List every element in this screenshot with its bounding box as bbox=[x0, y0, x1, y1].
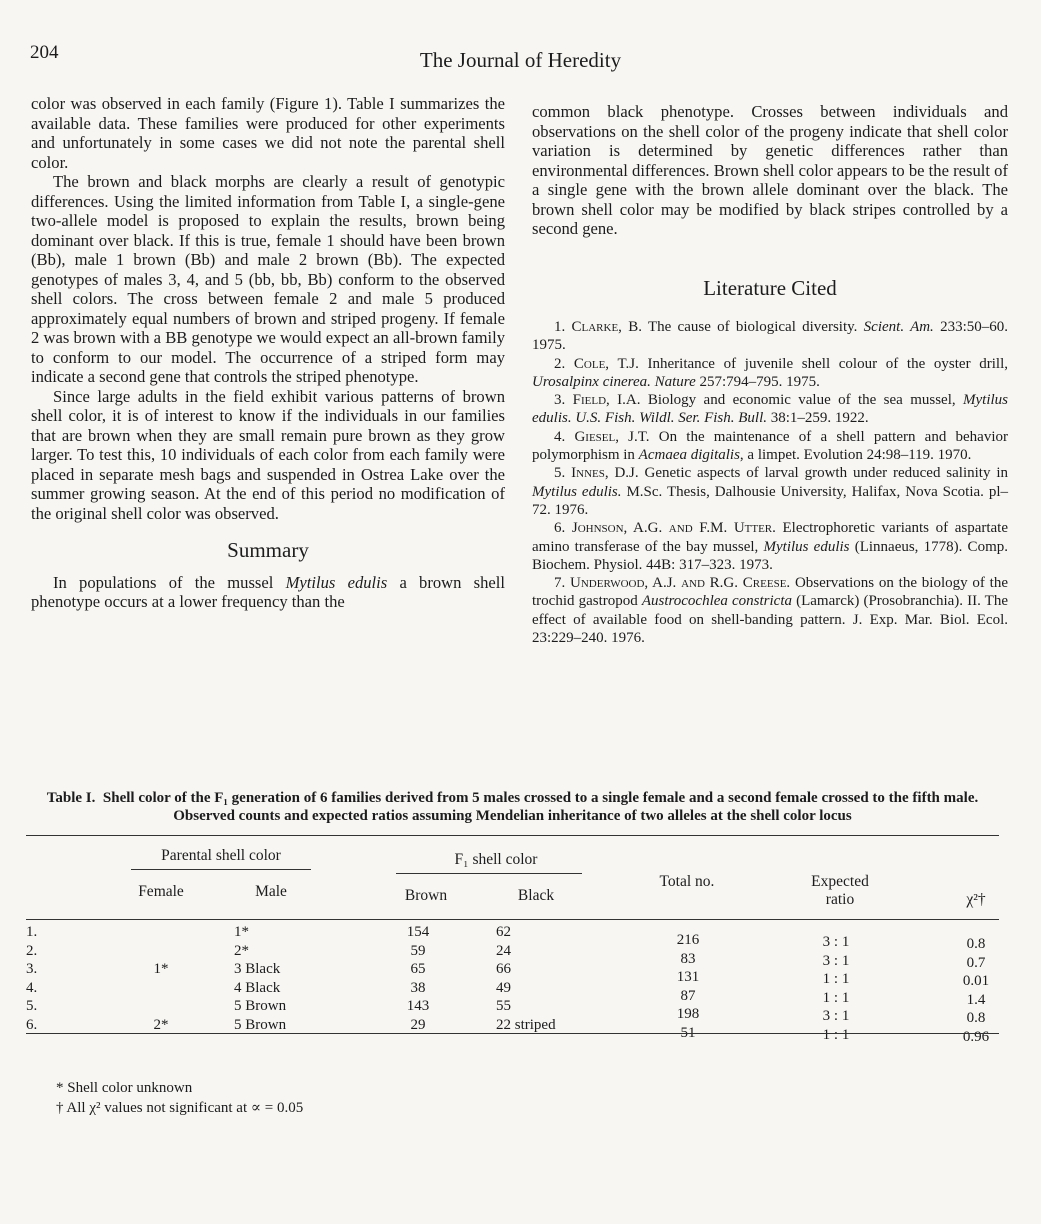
table-cell-ratio: 3 : 1 bbox=[822, 1008, 850, 1024]
table-cell-total: 198 bbox=[676, 1006, 700, 1022]
table-cell-brown: 38 bbox=[410, 979, 426, 996]
reference-title: On the maintenance of a shell pattern and behavior polymorphism in bbox=[532, 428, 1009, 464]
reference-title: Biology and economic value of the sea mussel, bbox=[640, 392, 963, 409]
reference-title: Observations on the biology of the trochid gastropod bbox=[532, 575, 1008, 610]
table-cell-brown: 65 bbox=[410, 961, 426, 977]
table-cell-black: 24 bbox=[496, 942, 511, 959]
summary-heading: Summary bbox=[227, 538, 309, 562]
table-cell-n: 3. bbox=[26, 961, 38, 977]
reference-title: Genetic aspects of larval growth under reduced salinity in bbox=[638, 465, 1009, 482]
table-cell-brown: 143 bbox=[406, 998, 430, 1014]
table-cell-n: 4. bbox=[26, 979, 38, 996]
reference-item bbox=[532, 391, 1008, 428]
reference-author: Innes, D.J. bbox=[571, 465, 639, 482]
table-body bbox=[26, 835, 999, 1051]
reference-author: Johnson, A.G. and F.M. Utter. bbox=[571, 520, 776, 537]
table-cell-black: 62 bbox=[496, 924, 511, 940]
reference-item bbox=[532, 464, 1008, 519]
paragraph: color was observed in each family (Figure 1). Table I summarizes the available data. These families were produced for other experiments and unfortunately in some cases we did not note the parental shell color. bbox=[31, 94, 505, 172]
reference-item bbox=[532, 355, 1008, 392]
table-cell-ratio: 3 : 1 bbox=[822, 934, 850, 950]
left-column bbox=[31, 94, 505, 612]
header-total: Total no. bbox=[659, 873, 715, 890]
table-cell-male: 3 Black bbox=[234, 961, 281, 977]
header-parental: Parental shell color bbox=[161, 847, 281, 864]
reference-number: 3. bbox=[554, 392, 573, 409]
table-cell-chi: 0.7 bbox=[966, 954, 986, 971]
table-cell-brown: 29 bbox=[410, 1016, 426, 1033]
reference-italic: Mytilus edulis. bbox=[532, 483, 622, 500]
reference-italic: Mytilus edulis. U.S. Fish. Wildl. Ser. Fish. Bull. bbox=[532, 392, 1008, 427]
reference-author: Giesel, J.T. bbox=[574, 428, 650, 445]
table-cell-ratio: 1 : 1 bbox=[822, 971, 850, 987]
table-label: Table I. bbox=[46, 790, 96, 806]
table-cell-male: 4 Black bbox=[234, 979, 281, 996]
reference-author: Field, I.A. bbox=[572, 392, 641, 409]
table-cell-total: 83 bbox=[680, 950, 696, 967]
table-cell-chi: 1.4 bbox=[966, 991, 986, 1008]
reference-source: 38:1–259. 1922. bbox=[767, 410, 869, 427]
reference-number: 4. bbox=[554, 428, 575, 445]
reference-list bbox=[532, 318, 1008, 647]
header-f1: F₁ shell color bbox=[454, 851, 538, 868]
table-cell-male: 1* bbox=[234, 924, 249, 940]
header-rule bbox=[26, 919, 999, 920]
footnote-significance: † All χ² values not significant at ∝ = 0.05 bbox=[56, 1100, 304, 1116]
reference-number: 6. bbox=[554, 520, 572, 537]
header-brown: Brown bbox=[404, 887, 448, 904]
header-chi-square: χ²† bbox=[966, 891, 986, 908]
table-cell-black: 66 bbox=[496, 961, 511, 977]
table-cell-total: 131 bbox=[676, 969, 700, 985]
table-cell-total: 51 bbox=[680, 1024, 696, 1041]
table-1 bbox=[26, 790, 999, 1116]
table-cell-ratio: 1 : 1 bbox=[822, 1026, 850, 1043]
reference-source: , a limpet. Evolution 24:98–119. 1970. bbox=[739, 447, 972, 464]
table-cell-brown: 59 bbox=[410, 942, 426, 959]
reference-source: M.Sc. Thesis, Dalhousie University, Halifax, Nova Scotia. pl–72. 1976. bbox=[532, 483, 1009, 518]
reference-italic: Urosalpinx cinerea. Nature bbox=[532, 373, 696, 390]
summary-paragraph bbox=[31, 573, 505, 612]
table-cell-chi: 0.8 bbox=[966, 1010, 986, 1026]
table-cell-chi: 0.8 bbox=[966, 936, 986, 952]
reference-item bbox=[532, 574, 1008, 647]
table-cell-n: 5. bbox=[26, 998, 38, 1014]
header-male: Male bbox=[255, 883, 287, 900]
table-cell-female: 1* bbox=[153, 961, 169, 977]
reference-item bbox=[532, 428, 1008, 465]
footnote-unknown: * Shell color unknown bbox=[56, 1080, 193, 1096]
header-expected: Expected ratio bbox=[811, 873, 869, 908]
table-cell-black: 22 striped bbox=[496, 1016, 556, 1033]
reference-author: Clarke, B. bbox=[571, 319, 642, 335]
reference-number: 2. bbox=[554, 355, 574, 372]
reference-title: Inheritance of juvenile shell colour of the oyster drill, bbox=[638, 355, 1008, 372]
table-caption-text: Shell color of the F₁ generation of 6 families derived from 5 males crossed to a single female and a second female crossed to the fifth male. Observed counts and expected ratios assuming Mendelian inheritance of two alleles at the shell color locus bbox=[102, 790, 979, 824]
table-cell-chi: 0.96 bbox=[962, 1028, 990, 1045]
table-cell-male: 5 Brown bbox=[234, 1016, 287, 1033]
table-cell-n: 6. bbox=[26, 1016, 38, 1033]
summary-text: a brown shell phenotype occurs at a lower frequency than the bbox=[31, 572, 505, 611]
reference-item bbox=[532, 318, 1008, 355]
reference-number: 7. bbox=[554, 575, 571, 592]
top-rule bbox=[26, 835, 999, 836]
reference-author: Cole, T.J. bbox=[573, 355, 639, 372]
table-cell-male: 2* bbox=[234, 942, 249, 959]
page-number: 204 bbox=[30, 42, 59, 63]
table-cell-female: 2* bbox=[153, 1016, 169, 1033]
header-black: Black bbox=[517, 887, 555, 904]
table-cell-total: 87 bbox=[680, 987, 696, 1004]
paragraph: Since large adults in the field exhibit various patterns of brown shell color, it is of interest to know if the individuals in our families that are brown when they are small remain pure brown as they grow larger. To test this, 10 individuals of each color from each family were placed in separate mesh bags and suspended in Ostrea Lake over the summer growing season. At the end of this period no modification of the original shell color was observed. bbox=[31, 386, 505, 523]
reference-number: 5. bbox=[554, 465, 572, 482]
summary-text: In populations of the mussel bbox=[53, 572, 286, 592]
reference-title: Electrophoretic variants of aspartate amino transferase of the bay mussel, bbox=[532, 520, 1009, 555]
table-cell-ratio: 1 : 1 bbox=[822, 989, 850, 1006]
reference-italic: Mytilus edulis bbox=[763, 538, 850, 555]
table-cell-black: 55 bbox=[496, 998, 511, 1014]
paragraph: common black phenotype. Crosses between individuals and observations on the shell color of the progeny indicate that shell color variation is determined by genetic differences rather than environmental differences. Brown shell color appears to be the result of a single gene with the brown allele dominant over the black. The brown shell color may be modified by black stripes controlled by a second gene. bbox=[532, 102, 1008, 238]
literature-cited-heading: Literature Cited bbox=[703, 275, 837, 300]
reference-source: 257:794–795. 1975. bbox=[695, 373, 820, 390]
table-cell-n: 1. bbox=[26, 924, 38, 940]
table-cell-n: 2. bbox=[26, 942, 38, 959]
reference-source: 233:50–60. 1975. bbox=[532, 319, 1008, 354]
parental-rule bbox=[131, 869, 311, 870]
table-cell-brown: 154 bbox=[406, 924, 430, 940]
journal-title: The Journal of Heredity bbox=[419, 48, 622, 72]
table-cell-ratio: 3 : 1 bbox=[822, 952, 850, 969]
reference-source: (Linnaeus, 1778). Comp. Biochem. Physiol. 44B: 317–323. 1973. bbox=[532, 538, 1008, 573]
species-name: Mytilus edulis bbox=[285, 572, 388, 592]
right-column bbox=[532, 102, 1008, 647]
bottom-rule bbox=[26, 1033, 999, 1034]
reference-italic: Austrocochlea constricta bbox=[641, 593, 792, 610]
reference-author: Underwood, A.J. and R.G. Creese. bbox=[570, 575, 791, 592]
table-caption bbox=[26, 790, 999, 825]
reference-title: The cause of biological diversity. bbox=[641, 319, 864, 335]
reference-source: (Lamarck) (Prosobranchia). II. The effect of available food on shell-banding pattern. J. Exp. Mar. Biol. Ecol. 23:229–240. 1976. bbox=[532, 593, 1008, 647]
table-cell-black: 49 bbox=[496, 979, 511, 996]
table-cell-male: 5 Brown bbox=[234, 998, 287, 1014]
header-female: Female bbox=[138, 883, 184, 900]
reference-italic: Acmaea digitalis bbox=[638, 447, 740, 464]
reference-item bbox=[532, 519, 1008, 574]
table-cell-chi: 0.01 bbox=[962, 973, 990, 989]
f1-rule bbox=[396, 873, 582, 874]
reference-italic: Scient. Am. bbox=[863, 319, 934, 335]
table-cell-total: 216 bbox=[676, 932, 700, 948]
reference-number: 1. bbox=[554, 319, 572, 335]
paragraph: The brown and black morphs are clearly a result of genotypic differences. Using the limited information from Table I, a single-gene two-allele model is proposed to explain the results, brown being dominant over black. If this is true, female 1 should have been brown (Bb), male 1 brown (Bb) and male 2 brown (Bb). The expected genotypes of males 3, 4, and 5 (bb, bb, Bb) conform to the observed shell colors. The cross between female 2 and male 5 produced approximately equal numbers of brown and striped progeny. If female 2 was brown with a BB genotype we would expect an all-brown family to conform to our model. The occurrence of a striped form may indicate a second gene that controls the striped phenotype. bbox=[31, 172, 505, 386]
